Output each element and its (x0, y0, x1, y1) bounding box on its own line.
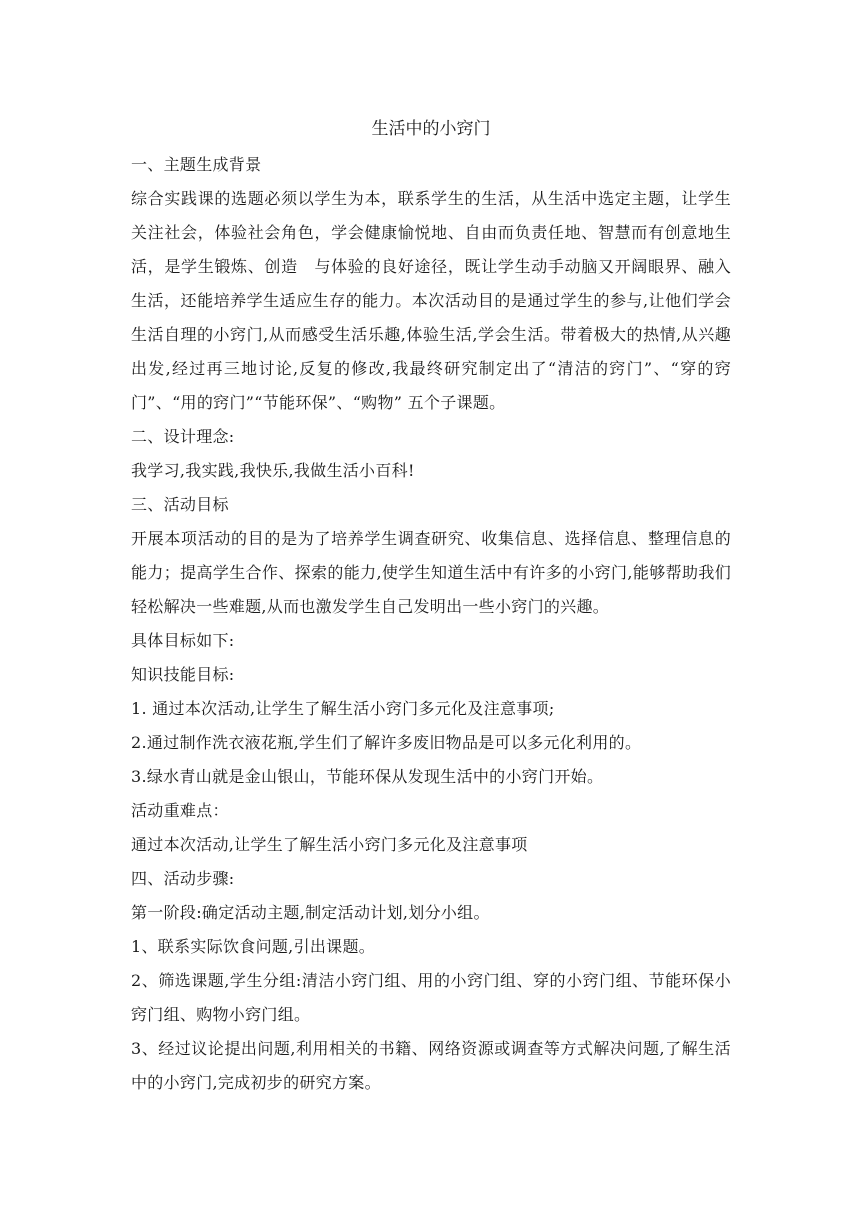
paragraph-design-concept: 我学习,我实践,我快乐,我做生活小百科! (131, 461, 415, 480)
section-heading-activity-goals: 三、活动目标 (131, 495, 229, 514)
goal-item-2: 2.通过制作洗衣液花瓶,学生们了解许多废旧物品是可以多元化利用的。 (131, 733, 642, 752)
section-heading-activity-steps: 四、活动步骤: (131, 869, 235, 888)
key-points-label: 活动重难点： (131, 801, 229, 820)
knowledge-skills-label: 知识技能目标: (131, 665, 235, 684)
key-points-body: 通过本次活动,让学生了解生活小窍门多元化及注意事项 (131, 835, 528, 854)
step-item-1: 1、联系实际饮食问题,引出课题。 (131, 937, 376, 956)
section-heading-background: 一、主题生成背景 (131, 155, 262, 174)
document-title: 生活中的小窍门 (371, 119, 491, 139)
paragraph-background: 综合实践课的选题必须以学生为本，联系学生的生活，从生活中选定主题，让学生关注社会，体验社会角色，学会健康愉悦地、自由而负责任地、智慧而有创意地生活，是学生锻炼、创造 与体验的良好途径，既让学生动手动脑又开阔眼界、融入生活，还能培养学生适应生存的能力。本次活动目的是通过学生的参与,让他们学会生活自理的小窍门,从而感受生活乐趣,体验生活,学会生活。带着极大的热情,从兴趣出发,经过再三地讨论,反复的修改,我最终研究制定出了“清洁的窍门”、“穿的窍门”、“用的窍门”“节能环保”、“购物” 五个子课题。 (131, 189, 731, 412)
step-item-3: 3、经过议论提出问题,利用相关的书籍、网络资源或调查等方式解决问题,了解生活中的小窍门,完成初步的研究方案。 (131, 1039, 731, 1092)
specific-goals-label: 具体目标如下: (131, 631, 235, 650)
section-heading-design-concept: 二、设计理念: (131, 427, 235, 446)
step-item-2: 2、筛选课题,学生分组:清洁小窍门组、用的小窍门组、穿的小窍门组、节能环保小窍门组、购物小窍门组。 (131, 971, 731, 1024)
paragraph-activity-goals: 开展本项活动的目的是为了培养学生调查研究、收集信息、选择信息、整理信息的能力；提高学生合作、探索的能力,使学生知道生活中有许多的小窍门,能够帮助我们轻松解决一些难题,从而也激发学生自己发明出一些小窍门的兴趣。 (131, 529, 731, 616)
stage-one: 第一阶段:确定活动主题,制定活动计划,划分小组。 (131, 903, 490, 922)
goal-item-1: 1. 通过本次活动,让学生了解生活小窍门多元化及注意事项; (131, 699, 555, 718)
document-page (131, 115, 731, 1100)
goal-item-3: 3.绿水青山就是金山银山，节能环保从发现生活中的小窍门开始。 (131, 767, 604, 786)
